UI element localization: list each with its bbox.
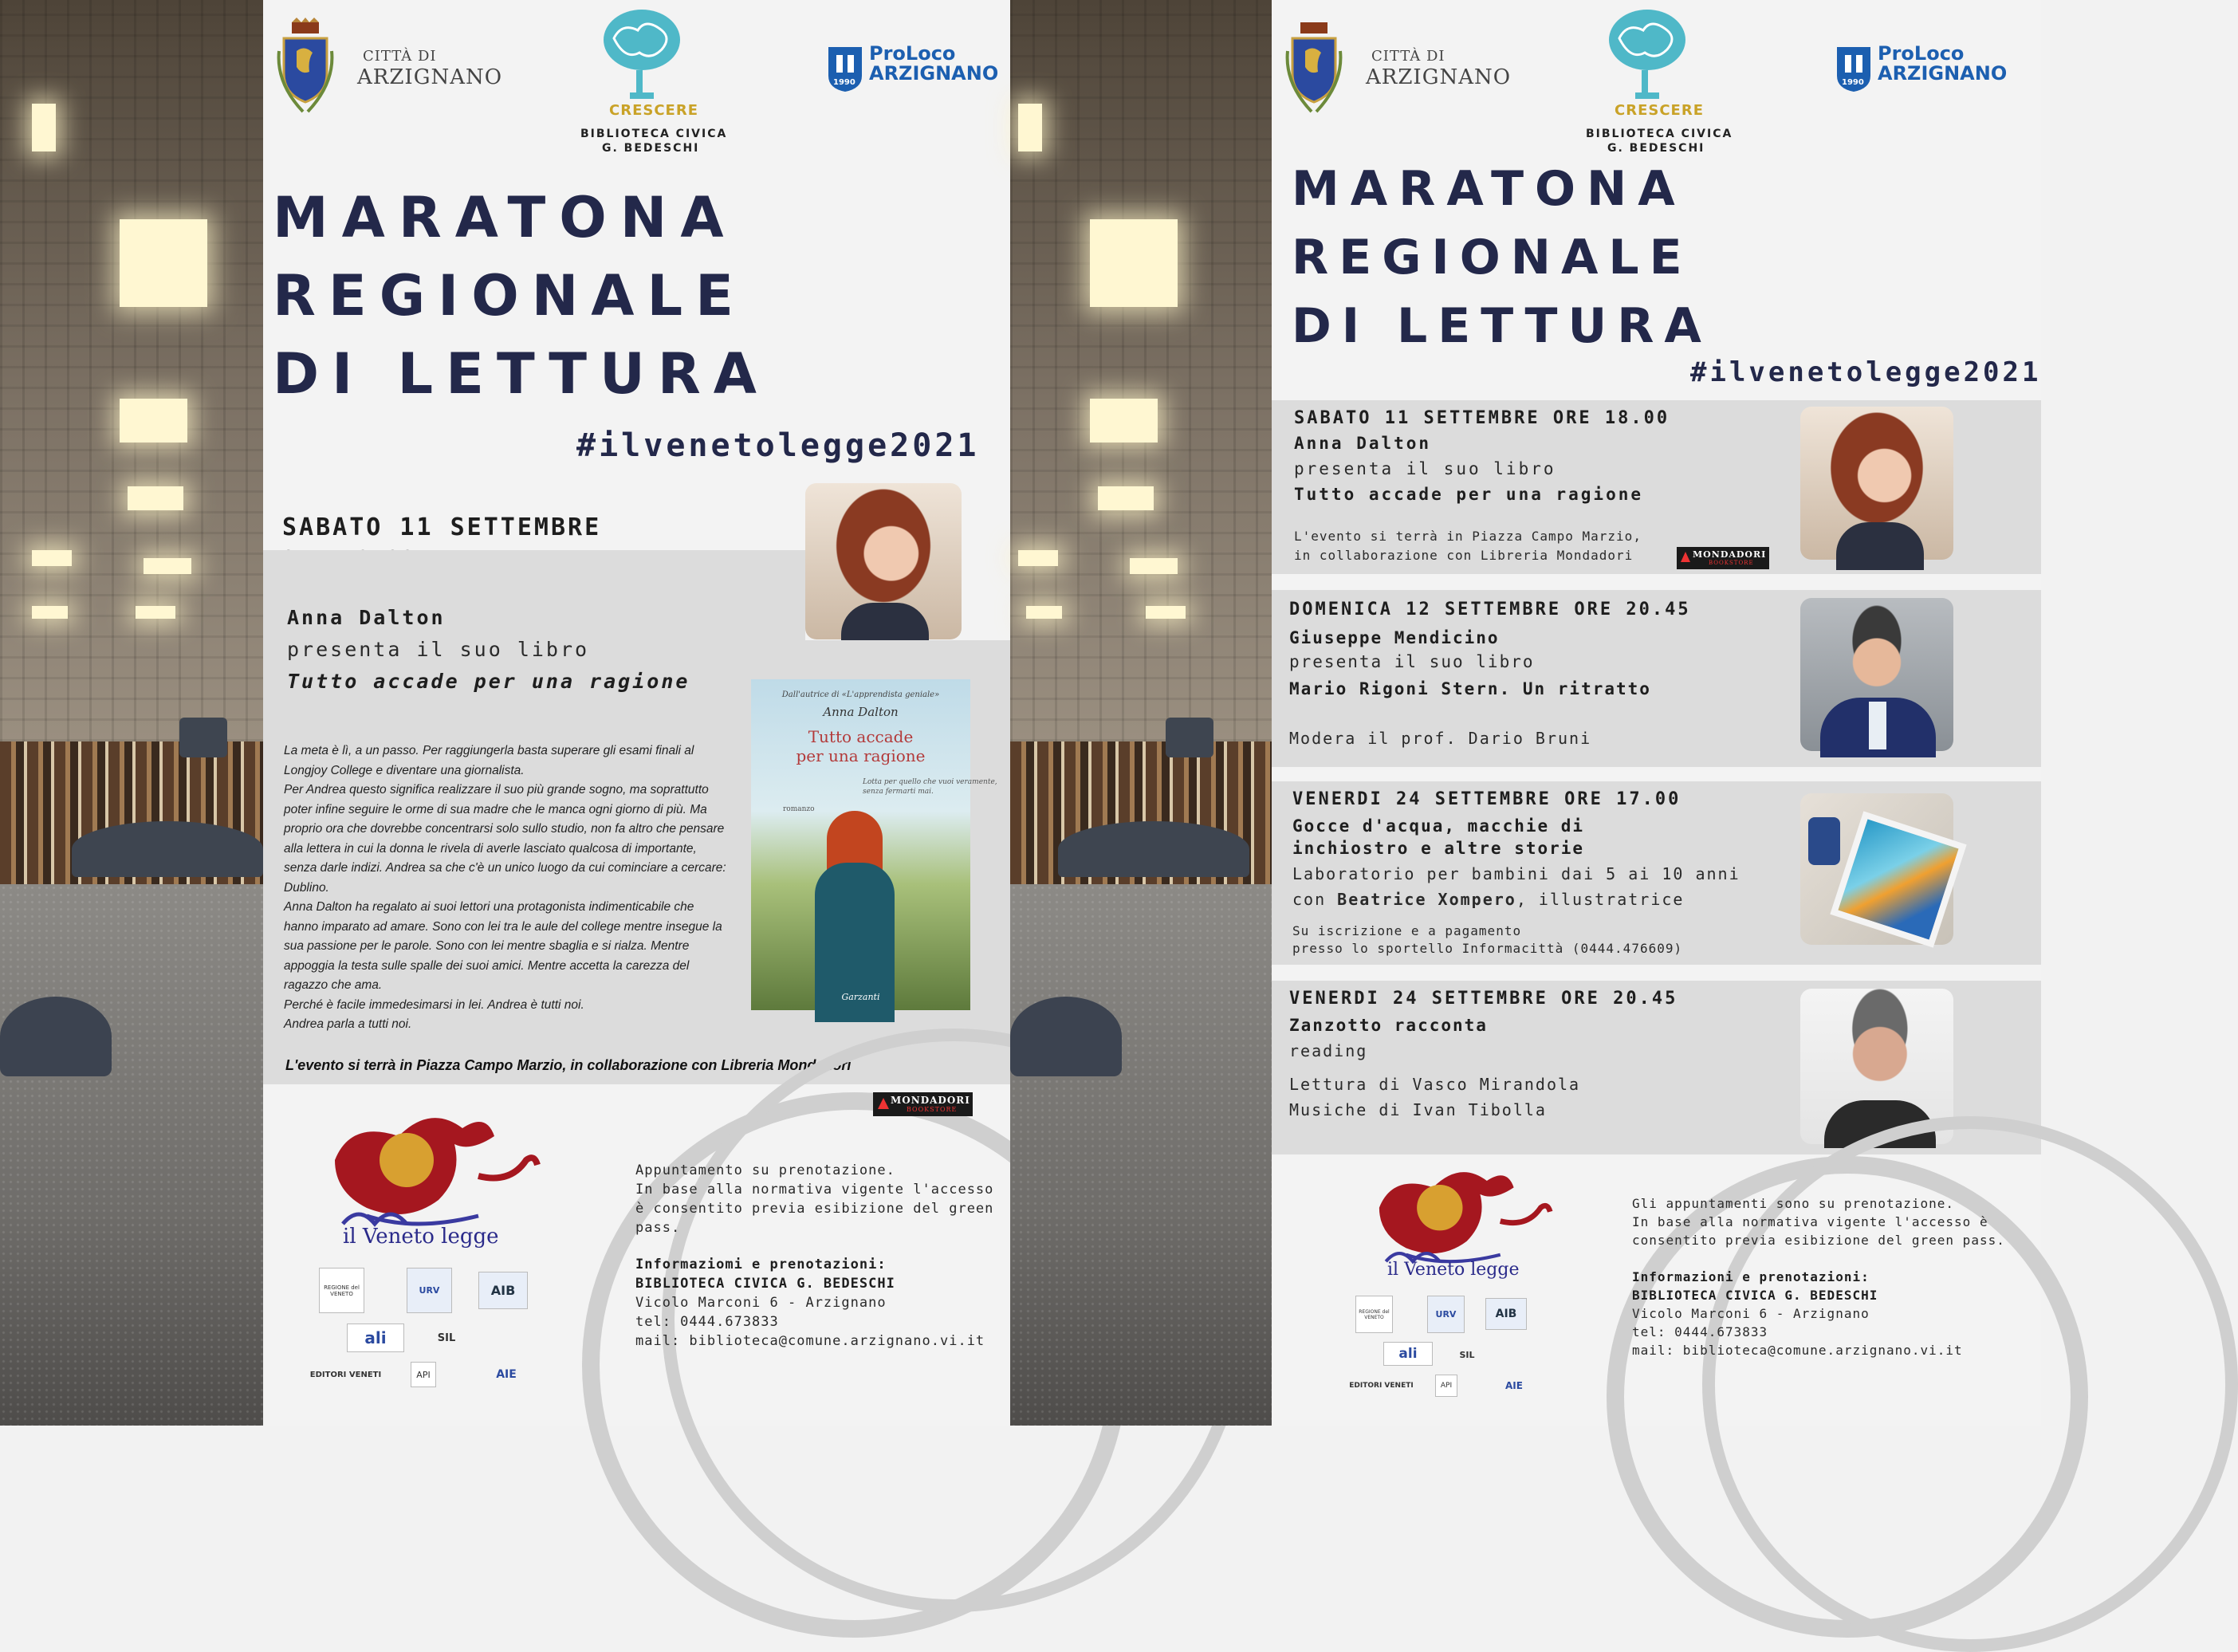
info-line-2: In base alla normativa vigente l'accesso (635, 1182, 994, 1198)
contact-mail: mail: biblioteca@comune.arzignano.vi.it (635, 1333, 985, 1349)
event-2-date: DOMENICA 12 SETTEMBRE ORE 20.45 (1289, 600, 1691, 620)
synopsis: La meta è lì, a un passo. Per raggiungerla basta superare gli esami finali al Longjoy College e diventare una giornalista. Per Andrea questo significa realizzare il suo più grande sogno, ma soprattutto poter infine seguire le orme di sua madre che le manca ogni giorno di più. Ma proprio ora che dovrebbe concentrarsi solo sullo studio, non fa altro che pensare alla lettera in cui la donna le rivela di averle lasciato qualcosa di importante, senza darle indizi. Andrea sa che c'è un unico luogo da cui cominciare a cercare: Dublino. Anna Dalton ha regalato ai suoi lettori una protagonista indimenticabile che hanno imparato ad amare. Sono con lei tra le aule del college mentre insegue la sua passione per le parole. Sono con lei mentre sbaglia e si rialza. Mentre appoggia la testa sulle spalle dei suoi amici. Mentre accetta la carezza del ragazzo che ama. Perché è facile immedesimarsi in lei. Andrea è tutti noi. Andrea parla a tutti noi. (284, 744, 726, 1031)
cover-author: Anna Dalton (823, 705, 899, 719)
event-date: SABATO 11 SETTEMBRE (282, 513, 602, 541)
proloco-top-right: ProLoco (1878, 42, 1965, 65)
crescere-tree-logo (598, 6, 686, 105)
event-4-line4: Musiche di Ivan Tibolla (1289, 1100, 1547, 1119)
event-2-line2: presenta il suo libro (1289, 652, 1535, 671)
regione-veneto-logo-right: REGIONE del VENETO (1355, 1296, 1393, 1333)
event-3-note2: presso lo sportello Informacittà (0444.476609) (1292, 941, 1683, 956)
sil-logo: SIL (437, 1331, 456, 1344)
event-1-note2: in collaborazione con Libreria Mondadori (1294, 548, 1634, 563)
cover-genre: romanzo (783, 805, 815, 813)
author-portrait-anna-dalton (805, 483, 962, 639)
ali-logo: ali (347, 1324, 404, 1352)
event-1-note1: L'evento si terrà in Piazza Campo Marzio, (1294, 529, 1642, 544)
aie-logo-right: AIE (1505, 1380, 1523, 1391)
editori-veneti-logo: EDITORI VENETI (309, 1370, 382, 1379)
crescere-label-right: CRESCERE (1615, 102, 1704, 119)
city-name-right: ARZIGNANO (1366, 65, 1512, 89)
aib-logo: AIB (478, 1272, 528, 1309)
portrait-anna-dalton-right (1800, 407, 1953, 560)
contact-tel: tel: 0444.673833 (635, 1314, 779, 1330)
event-place: L'evento si terrà in Piazza Campo Marzio, in collaborazione con Libreria Mondadori (285, 1057, 852, 1073)
contact-address-right: Vicolo Marconi 6 - Arzignano (1632, 1306, 1870, 1321)
title-line-2-right: REGIONALE (1292, 230, 1693, 285)
aie-logo: AIE (496, 1368, 517, 1381)
library-photo-left (0, 0, 263, 1426)
proloco-bottom: ARZIGNANO (869, 62, 999, 85)
api-logo-right: API (1435, 1375, 1457, 1397)
sil-logo-right: SIL (1459, 1349, 1475, 1360)
book-cover (751, 679, 997, 1010)
event-3-note1: Su iscrizione e a pagamento (1292, 923, 1522, 938)
proloco-year-right: 1990 (1842, 78, 1864, 87)
cover-publisher: Garzanti (841, 992, 880, 1002)
event-2-note1: Modera il prof. Dario Bruni (1289, 729, 1592, 748)
title-line-3-right: DI LETTURA (1292, 298, 1712, 354)
veneto-legge-label: il Veneto legge (343, 1225, 499, 1249)
city-label-top-right: CITTÀ DI (1371, 48, 1445, 65)
contact-library: BIBLIOTECA CIVICA G. BEDESCHI (635, 1276, 895, 1292)
cover-note: Dall'autrice di «L'apprendista geniale» (781, 690, 940, 699)
title-line-1: MARATONA (273, 185, 737, 250)
hashtag: #ilvenetolegge2021 (576, 427, 980, 464)
contact-title-right: Informazioni e prenotazioni: (1632, 1269, 1870, 1284)
mondadori-badge-right: MONDADORI BOOKSTORE (1677, 547, 1769, 569)
info-line-3: è consentito previa esibizione del green (635, 1201, 994, 1217)
arzignano-crest-logo (277, 19, 333, 116)
portrait-giuseppe-mendicino (1800, 598, 1953, 751)
info-line-4: pass. (635, 1220, 681, 1236)
info-line-2-right: In base alla normativa vigente l'accesso è (1632, 1214, 1988, 1229)
event-4-line2: reading (1289, 1041, 1368, 1060)
cover-tagline-2: senza fermarti mai. (863, 788, 934, 796)
poster-right (1272, 0, 2041, 1426)
cover-title-2: per una ragione (796, 746, 926, 765)
proloco-logo-right (1834, 44, 1874, 96)
event-2-name: Giuseppe Mendicino (1289, 628, 1500, 647)
cover-tagline-1: Lotta per quello che vuoi veramente, (863, 778, 997, 786)
ali-logo-right: ali (1383, 1342, 1433, 1366)
regione-veneto-logo: REGIONE del VENETO (319, 1268, 364, 1313)
aib-logo-right: AIB (1485, 1298, 1527, 1330)
contact-tel-right: tel: 0444.673833 (1632, 1324, 1768, 1339)
contact-mail-right: mail: biblioteca@comune.arzignano.vi.it (1632, 1343, 1963, 1358)
editori-veneti-logo-right: EDITORI VENETI (1349, 1382, 1414, 1390)
event-4-line3: Lettura di Vasco Mirandola (1289, 1075, 1581, 1094)
library-photo-center (1010, 0, 1272, 1426)
event-3-name-line1: Gocce d'acqua, macchie di (1292, 816, 1585, 836)
event-4-date: VENERDI 24 SETTEMBRE ORE 20.45 (1289, 989, 1678, 1009)
library-name-line2: G. BEDESCHI (602, 142, 700, 155)
api-logo: API (411, 1362, 436, 1387)
proloco-top: ProLoco (869, 42, 956, 65)
contact-library-right: BIBLIOTECA CIVICA G. BEDESCHI (1632, 1288, 1878, 1303)
info-line-1: Appuntamento su prenotazione. (635, 1162, 895, 1178)
event-4-name: Zanzotto racconta (1289, 1016, 1488, 1035)
biblio-logo: URV (407, 1268, 452, 1313)
library-name-line2-right: G. BEDESCHI (1607, 142, 1705, 155)
event-1-line2: presenta il suo libro (1294, 459, 1556, 478)
arzignano-crest-logo-right (1286, 19, 1342, 116)
hashtag-right: #ilvenetolegge2021 (1690, 356, 2042, 388)
event-1-date: SABATO 11 SETTEMBRE ORE 18.00 (1294, 408, 1670, 428)
contact-address: Vicolo Marconi 6 - Arzignano (635, 1295, 887, 1311)
proloco-logo (825, 44, 865, 96)
event-3-date: VENERDI 24 SETTEMBRE ORE 17.00 (1292, 789, 1681, 809)
illustration-workshop-photo (1800, 793, 1953, 945)
poster-left (263, 0, 1010, 1426)
contact-title: Informaziomi e prenotazioni: (635, 1257, 887, 1272)
crescere-label: CRESCERE (609, 102, 698, 119)
event-3-line3: con Beatrice Xompero, illustratrice (1292, 890, 1685, 909)
city-name: ARZIGNANO (357, 65, 503, 89)
title-line-2: REGIONALE (273, 263, 746, 328)
info-line-1-right: Gli appuntamenti sono su prenotazione. (1632, 1196, 1955, 1211)
city-label-top: CITTÀ DI (363, 48, 437, 65)
author-name: Anna Dalton (287, 606, 446, 629)
book-title: Tutto accade per una ragione (287, 670, 690, 693)
title-line-1-right: MARATONA (1292, 161, 1686, 217)
event-3-line2: Laboratorio per bambini dai 5 ai 10 anni (1292, 864, 1740, 883)
proloco-year: 1990 (833, 78, 855, 87)
crescere-tree-logo-right (1603, 6, 1691, 105)
info-line-3-right: consentito previa esibizione del green pass. (1632, 1233, 2005, 1248)
library-name-line1-right: BIBLIOTECA CIVICA (1586, 128, 1733, 140)
title-line-3: DI LETTURA (273, 341, 769, 407)
biblio-logo-right: URV (1427, 1296, 1465, 1333)
event-3-name-line2: inchiostro e altre storie (1292, 839, 1585, 858)
veneto-legge-label-right: il Veneto legge (1387, 1260, 1520, 1280)
event-2-line3: Mario Rigoni Stern. Un ritratto (1289, 679, 1651, 698)
event-1-name: Anna Dalton (1294, 434, 1432, 453)
presents-label: presenta il suo libro (287, 638, 590, 661)
cover-title-1: Tutto accade (808, 727, 914, 746)
library-name-line1: BIBLIOTECA CIVICA (580, 128, 728, 140)
proloco-bottom-right: ARZIGNANO (1878, 62, 2008, 85)
event-1-line3: Tutto accade per una ragione (1294, 485, 1644, 504)
mondadori-badge: MONDADORI BOOKSTORE (873, 1092, 973, 1116)
